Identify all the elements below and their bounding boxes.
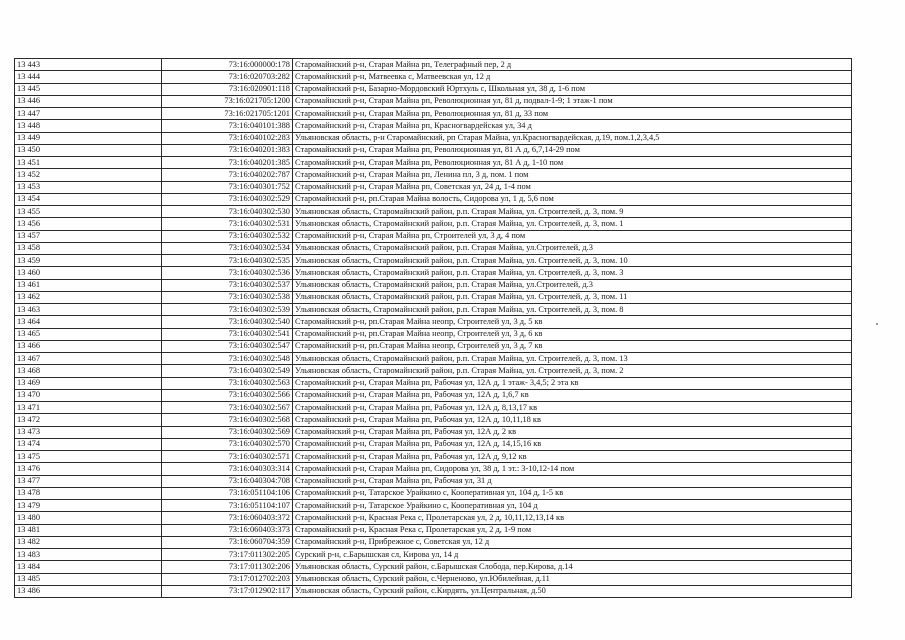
cadastral-number: 73:16:040302:568 xyxy=(162,414,293,426)
record-number: 13 466 xyxy=(15,340,162,352)
address-cell: Старомайнский р-н, рп.Старая Майна волость, Сидорова ул, 1 д, 5,6 пом xyxy=(293,193,852,205)
address-cell: Ульяновская область, Старомайнский район, р.п. Старая Майна, ул. Строителей, д. 3, пом. 13 xyxy=(293,353,852,365)
record-number: 13 443 xyxy=(15,59,162,71)
table-row xyxy=(15,512,852,524)
table-row xyxy=(15,218,852,230)
cadastral-number: 73:16:051104:106 xyxy=(162,487,293,499)
record-number: 13 482 xyxy=(15,536,162,548)
record-number: 13 465 xyxy=(15,328,162,340)
record-number: 13 475 xyxy=(15,451,162,463)
table-row xyxy=(15,206,852,218)
address-cell: Старомайнский р-н, Старая Майна рп, Строителей ул, 3 д, 4 пом xyxy=(293,230,852,242)
cadastral-number: 73:16:040302:549 xyxy=(162,365,293,377)
record-number: 13 448 xyxy=(15,120,162,132)
cadastral-number: 73:16:020703:282 xyxy=(162,71,293,83)
record-number: 13 453 xyxy=(15,181,162,193)
table-row xyxy=(15,169,852,181)
address-cell: Старомайнский р-н, Старая Майна рп, Рабочая ул, 12А д, 1,6,7 кв xyxy=(293,389,852,401)
address-cell: Старомайнский р-н, рп.Старая Майна неопр, Строителей ул, 3 д, 6 кв xyxy=(293,328,852,340)
address-cell: Старомайнский р-н, Старая Майна рп, Рабочая ул, 12А д, 1 этаж- 3,4,5; 2 эта кв xyxy=(293,377,852,389)
cadastral-number: 73:17:011302:205 xyxy=(162,549,293,561)
record-number: 13 464 xyxy=(15,316,162,328)
cadastral-number: 73:16:040302:532 xyxy=(162,230,293,242)
cadastral-number: 73:16:040302:529 xyxy=(162,193,293,205)
scan-speck xyxy=(876,323,878,325)
property-register-table xyxy=(14,58,852,598)
address-cell: Старомайнский р-н, Старая Майна рп, Революционная ул, 81 д, подвал-1-9; 1 этаж-1 пом xyxy=(293,95,852,107)
record-number: 13 480 xyxy=(15,512,162,524)
address-cell: Старомайнский р-н, Прибрежное с, Советская ул, 12 д xyxy=(293,536,852,548)
address-cell: Старомайнский р-н, Старая Майна рп, Революционная ул, 81 А д, 6,7,14-29 пом xyxy=(293,144,852,156)
address-cell: Ульяновская область, Сурский район, с.Кирдять, ул.Центральная, д.50 xyxy=(293,585,852,597)
address-cell: Старомайнский р-н, Красная Река с, Пролетарская ул, 2 д, 10,11,12,13,14 кв xyxy=(293,512,852,524)
record-number: 13 479 xyxy=(15,500,162,512)
table-row xyxy=(15,475,852,487)
cadastral-number: 73:16:021705:1201 xyxy=(162,108,293,120)
address-cell: Ульяновская область, Сурский район, с.Черненово, ул.Юбилейная, д.11 xyxy=(293,573,852,585)
cadastral-number: 73:16:060403:372 xyxy=(162,512,293,524)
cadastral-number: 73:16:060403:373 xyxy=(162,524,293,536)
record-number: 13 451 xyxy=(15,157,162,169)
table-row xyxy=(15,255,852,267)
address-cell: Старомайнский р-н, Татарское Урайкино с, Кооперативная ул, 104 д xyxy=(293,500,852,512)
table-row xyxy=(15,157,852,169)
record-number: 13 483 xyxy=(15,549,162,561)
address-cell: Ульяновская область, Старомайнский район, р.п. Старая Майна, ул. Строителей, д. 3, пом. 1 xyxy=(293,218,852,230)
table-row xyxy=(15,426,852,438)
record-number: 13 463 xyxy=(15,304,162,316)
record-number: 13 457 xyxy=(15,230,162,242)
cadastral-number: 73:16:040201:383 xyxy=(162,144,293,156)
record-number: 13 461 xyxy=(15,279,162,291)
cadastral-number: 73:16:040302:530 xyxy=(162,206,293,218)
record-number: 13 486 xyxy=(15,585,162,597)
address-cell: Ульяновская область, Старомайнский район, р.п. Старая Майна, ул. Строителей, д. 3, пом. 2 xyxy=(293,365,852,377)
table-row xyxy=(15,120,852,132)
table-row xyxy=(15,377,852,389)
record-number: 13 446 xyxy=(15,95,162,107)
table-row xyxy=(15,463,852,475)
address-cell: Старомайнский р-н, Старая Майна рп, Ленина пл, 3 д, пом. 1 пом xyxy=(293,169,852,181)
record-number: 13 452 xyxy=(15,169,162,181)
table-row xyxy=(15,340,852,352)
cadastral-number: 73:16:040302:541 xyxy=(162,328,293,340)
table-row xyxy=(15,328,852,340)
address-cell: Ульяновская область, Старомайнский район, р.п. Старая Майна, ул. Строителей, д. 3, пом. 10 xyxy=(293,255,852,267)
table-row xyxy=(15,549,852,561)
cadastral-number: 73:16:040303:314 xyxy=(162,463,293,475)
cadastral-number: 73:16:040302:567 xyxy=(162,402,293,414)
table-row xyxy=(15,316,852,328)
address-cell: Старомайнский р-н, Старая Майна рп, Рабочая ул, 12А д, 14,15,16 кв xyxy=(293,438,852,450)
cadastral-number: 73:16:040302:540 xyxy=(162,316,293,328)
cadastral-number: 73:16:040302:536 xyxy=(162,267,293,279)
cadastral-number: 73:16:040304:708 xyxy=(162,475,293,487)
table-row xyxy=(15,365,852,377)
table-row xyxy=(15,414,852,426)
record-number: 13 484 xyxy=(15,561,162,573)
table-row xyxy=(15,279,852,291)
address-cell: Старомайнский р-н, Старая Майна рп, Телеграфный пер, 2 д xyxy=(293,59,852,71)
address-cell: Старомайнский р-н, Старая Майна рп, Рабочая ул, 12А д, 8,13,17 кв xyxy=(293,402,852,414)
record-number: 13 454 xyxy=(15,193,162,205)
record-number: 13 462 xyxy=(15,291,162,303)
record-number: 13 455 xyxy=(15,206,162,218)
table-row xyxy=(15,267,852,279)
record-number: 13 445 xyxy=(15,83,162,95)
cadastral-number: 73:16:040302:571 xyxy=(162,451,293,463)
record-number: 13 474 xyxy=(15,438,162,450)
address-cell: Старомайнский р-н, рп.Старая Майна неопр, Строителей ул, 3 д, 7 кв xyxy=(293,340,852,352)
address-cell: Старомайнский р-н, Старая Майна рп, Сидорова ул, 38 д, 1 эт.: 3-10,12-14 пом xyxy=(293,463,852,475)
address-cell: Старомайнский р-н, Матвеевка с, Матвеевская ул, 12 д xyxy=(293,71,852,83)
table-row xyxy=(15,585,852,597)
cadastral-number: 73:16:040302:569 xyxy=(162,426,293,438)
table-row xyxy=(15,193,852,205)
address-cell: Старомайнский р-н, Старая Майна рп, Рабочая ул, 12А д, 2 кв xyxy=(293,426,852,438)
register-body xyxy=(15,59,852,598)
record-number: 13 468 xyxy=(15,365,162,377)
record-number: 13 467 xyxy=(15,353,162,365)
cadastral-number: 73:16:040302:535 xyxy=(162,255,293,267)
table-row xyxy=(15,230,852,242)
address-cell: Старомайнский р-н, Базарно-Мордовский Юртхуль с, Школьная ул, 38 д, 1-6 пом xyxy=(293,83,852,95)
record-number: 13 460 xyxy=(15,267,162,279)
record-number: 13 469 xyxy=(15,377,162,389)
address-cell: Ульяновская область, Сурский район, с.Барышская Слобода, пер.Кирова, д.14 xyxy=(293,561,852,573)
cadastral-number: 73:16:040302:547 xyxy=(162,340,293,352)
address-cell: Старомайнский р-н, Красная Река с, Пролетарская ул, 2 д, 1-9 пом xyxy=(293,524,852,536)
table-row xyxy=(15,389,852,401)
address-cell: Ульяновская область, Старомайнский район, р.п. Старая Майна, ул. Строителей, д. 3, пом. 9 xyxy=(293,206,852,218)
table-row xyxy=(15,402,852,414)
cadastral-number: 73:16:060704:359 xyxy=(162,536,293,548)
table-row xyxy=(15,95,852,107)
cadastral-number: 73:16:040302:534 xyxy=(162,242,293,254)
cadastral-number: 73:16:000000:178 xyxy=(162,59,293,71)
record-number: 13 459 xyxy=(15,255,162,267)
table-row xyxy=(15,500,852,512)
record-number: 13 478 xyxy=(15,487,162,499)
cadastral-number: 73:16:040302:537 xyxy=(162,279,293,291)
table-row xyxy=(15,524,852,536)
address-cell: Сурский р-н, с.Барышская сл, Кирова ул, 14 д xyxy=(293,549,852,561)
cadastral-number: 73:16:040302:531 xyxy=(162,218,293,230)
record-number: 13 456 xyxy=(15,218,162,230)
address-cell: Старомайнский р-н, рп.Старая Майна неопр, Строителей ул, 3 д, 5 кв xyxy=(293,316,852,328)
table-row xyxy=(15,71,852,83)
record-number: 13 471 xyxy=(15,402,162,414)
address-cell: Ульяновская область, р-н Старомайнский, рп Старая Майна, ул.Красногвардейская, д.19, пом.1,2,3,4,5 xyxy=(293,132,852,144)
table-row xyxy=(15,181,852,193)
table-row xyxy=(15,438,852,450)
record-number: 13 458 xyxy=(15,242,162,254)
table-row xyxy=(15,536,852,548)
cadastral-number: 73:16:040302:570 xyxy=(162,438,293,450)
address-cell: Старомайнский р-н, Старая Майна рп, Рабочая ул, 12А д, 9,12 кв xyxy=(293,451,852,463)
cadastral-number: 73:16:040201:385 xyxy=(162,157,293,169)
table-row xyxy=(15,132,852,144)
cadastral-number: 73:16:020901:118 xyxy=(162,83,293,95)
table-row xyxy=(15,573,852,585)
address-cell: Старомайнский р-н, Старая Майна рп, Рабочая ул, 12А д, 10,11,18 кв xyxy=(293,414,852,426)
table-row xyxy=(15,242,852,254)
address-cell: Ульяновская область, Старомайнский район, р.п. Старая Майна, ул.Строителей, д.3 xyxy=(293,242,852,254)
cadastral-number: 73:17:011302:206 xyxy=(162,561,293,573)
table-row xyxy=(15,451,852,463)
record-number: 13 485 xyxy=(15,573,162,585)
record-number: 13 447 xyxy=(15,108,162,120)
cadastral-number: 73:17:012902:117 xyxy=(162,585,293,597)
address-cell: Ульяновская область, Старомайнский район, р.п. Старая Майна, ул. Строителей, д. 3, пом. 8 xyxy=(293,304,852,316)
table-row xyxy=(15,487,852,499)
table-row xyxy=(15,291,852,303)
table-row xyxy=(15,561,852,573)
table-row xyxy=(15,304,852,316)
address-cell: Ульяновская область, Старомайнский район, р.п. Старая Майна, ул.Строителей, д.3 xyxy=(293,279,852,291)
table-row xyxy=(15,144,852,156)
record-number: 13 470 xyxy=(15,389,162,401)
table-row xyxy=(15,353,852,365)
record-number: 13 449 xyxy=(15,132,162,144)
cadastral-number: 73:16:040302:538 xyxy=(162,291,293,303)
record-number: 13 450 xyxy=(15,144,162,156)
cadastral-number: 73:16:040101:388 xyxy=(162,120,293,132)
cadastral-number: 73:16:021705:1200 xyxy=(162,95,293,107)
address-cell: Старомайнский р-н, Старая Майна рп, Рабочая ул, 31 д xyxy=(293,475,852,487)
table-row xyxy=(15,83,852,95)
address-cell: Ульяновская область, Старомайнский район, р.п. Старая Майна, ул. Строителей, д. 3, пом. 11 xyxy=(293,291,852,303)
cadastral-number: 73:16:040202:787 xyxy=(162,169,293,181)
address-cell: Старомайнский р-н, Старая Майна рп, Революционная ул, 81 А д, 1-10 пом xyxy=(293,157,852,169)
cadastral-number: 73:16:040302:548 xyxy=(162,353,293,365)
cadastral-number: 73:16:040302:563 xyxy=(162,377,293,389)
record-number: 13 476 xyxy=(15,463,162,475)
record-number: 13 444 xyxy=(15,71,162,83)
record-number: 13 473 xyxy=(15,426,162,438)
address-cell: Старомайнский р-н, Старая Майна рп, Красногвардейская ул, 34 д xyxy=(293,120,852,132)
cadastral-number: 73:17:012702:203 xyxy=(162,573,293,585)
cadastral-number: 73:16:040102:283 xyxy=(162,132,293,144)
address-cell: Ульяновская область, Старомайнский район, р.п. Старая Майна, ул. Строителей, д. 3, пом. 3 xyxy=(293,267,852,279)
address-cell: Старомайнский р-н, Старая Майна рп, Советская ул, 24 д, 1-4 пом xyxy=(293,181,852,193)
record-number: 13 481 xyxy=(15,524,162,536)
cadastral-number: 73:16:040302:566 xyxy=(162,389,293,401)
table-row xyxy=(15,108,852,120)
cadastral-number: 73:16:040302:539 xyxy=(162,304,293,316)
cadastral-number: 73:16:051104:107 xyxy=(162,500,293,512)
record-number: 13 477 xyxy=(15,475,162,487)
table-row xyxy=(15,59,852,71)
record-number: 13 472 xyxy=(15,414,162,426)
address-cell: Старомайнский р-н, Старая Майна рп, Революционная ул, 81 д, 33 пом xyxy=(293,108,852,120)
address-cell: Старомайнский р-н, Татарское Урайкино с, Кооперативная ул, 104 д, 1-5 кв xyxy=(293,487,852,499)
cadastral-number: 73:16:040301:752 xyxy=(162,181,293,193)
